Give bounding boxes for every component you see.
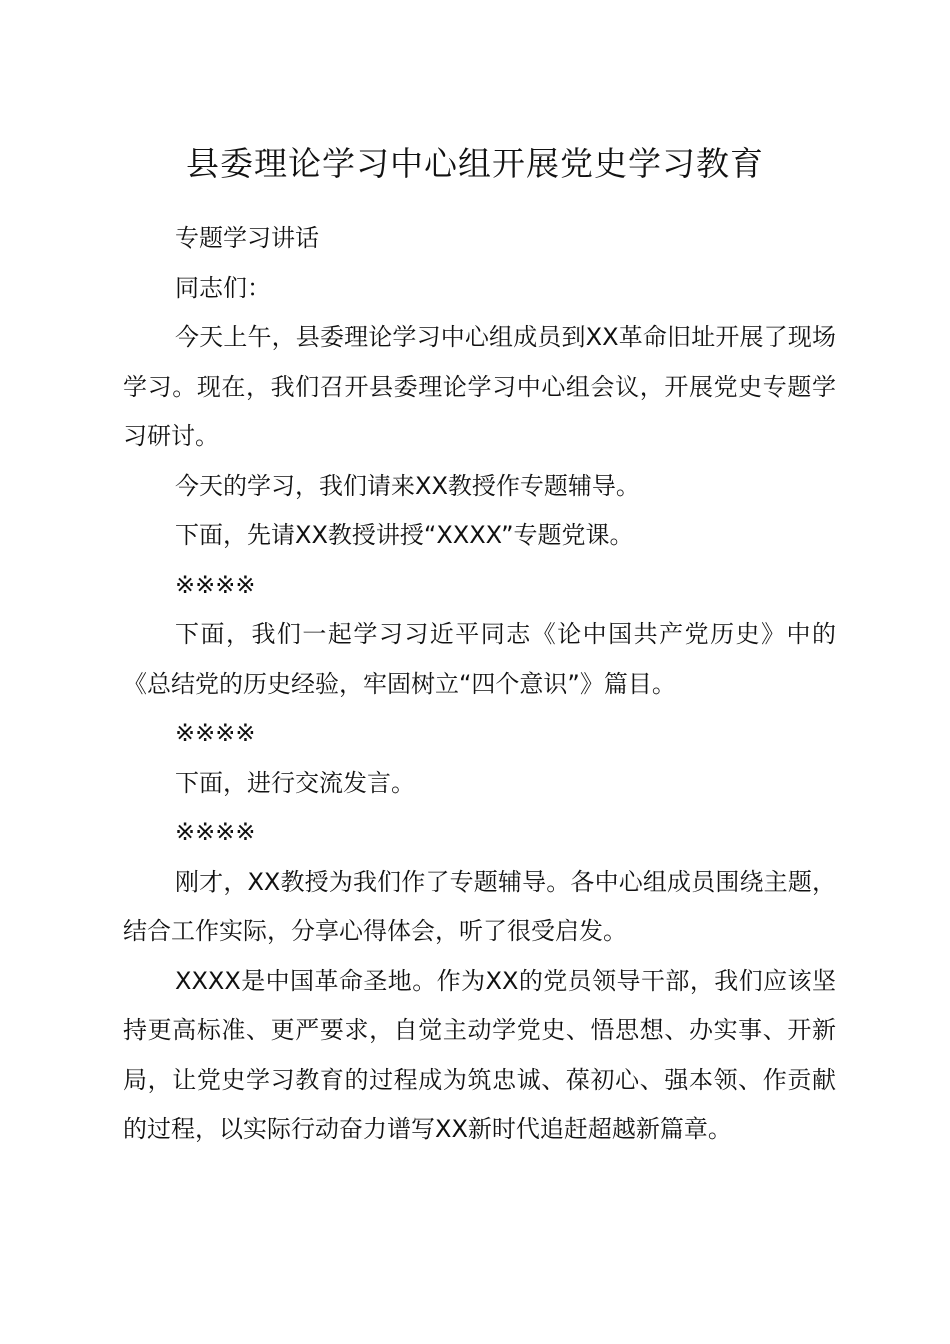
section-separator: ※※※※ (175, 719, 256, 747)
body-paragraph: 今天上午，县委理论学习中心组成员到XX革命旧址开展了现场学习。现在，我们召开县委理论学习中心组会议，开展党史专题学习研讨。 (123, 323, 836, 450)
subtitle-paragraph: 专题学习讲话 (175, 224, 319, 252)
body-paragraph: 今天的学习，我们请来XX教授作专题辅导。 (175, 471, 640, 500)
body-paragraph: 下面，进行交流发言。 (175, 768, 415, 797)
body-paragraph: XXXX是中国革命圣地。作为XX的党员领导干部，我们应该坚持更高标准、更严要求，自觉主动学党史、悟思想、办实事、开新局，让党史学习教育的过程成为筑忠诚、葆初心、强本领、作贡献的过程，以实际行动奋力谱写XX新时代追赶超越新篇章。 (123, 966, 836, 1143)
body-paragraph: 下面，我们一起学习习近平同志《论中国共产党历史》中的《总结党的历史经验，牢固树立“四个意识”》篇目。 (123, 620, 836, 698)
document-body (123, 214, 836, 1155)
document-title: 县委理论学习中心组开展党史学习教育 (186, 144, 764, 183)
section-separator: ※※※※ (175, 570, 256, 599)
body-paragraph: 刚才，XX教授为我们作了专题辅导。各中心组成员围绕主题，结合工作实际，分享心得体会，听了很受启发。 (123, 867, 836, 945)
section-separator: ※※※※ (175, 818, 256, 846)
salutation-paragraph: 同志们： (175, 273, 271, 302)
body-paragraph: 下面，先请XX教授讲授“XXXX”专题党课。 (175, 521, 634, 549)
